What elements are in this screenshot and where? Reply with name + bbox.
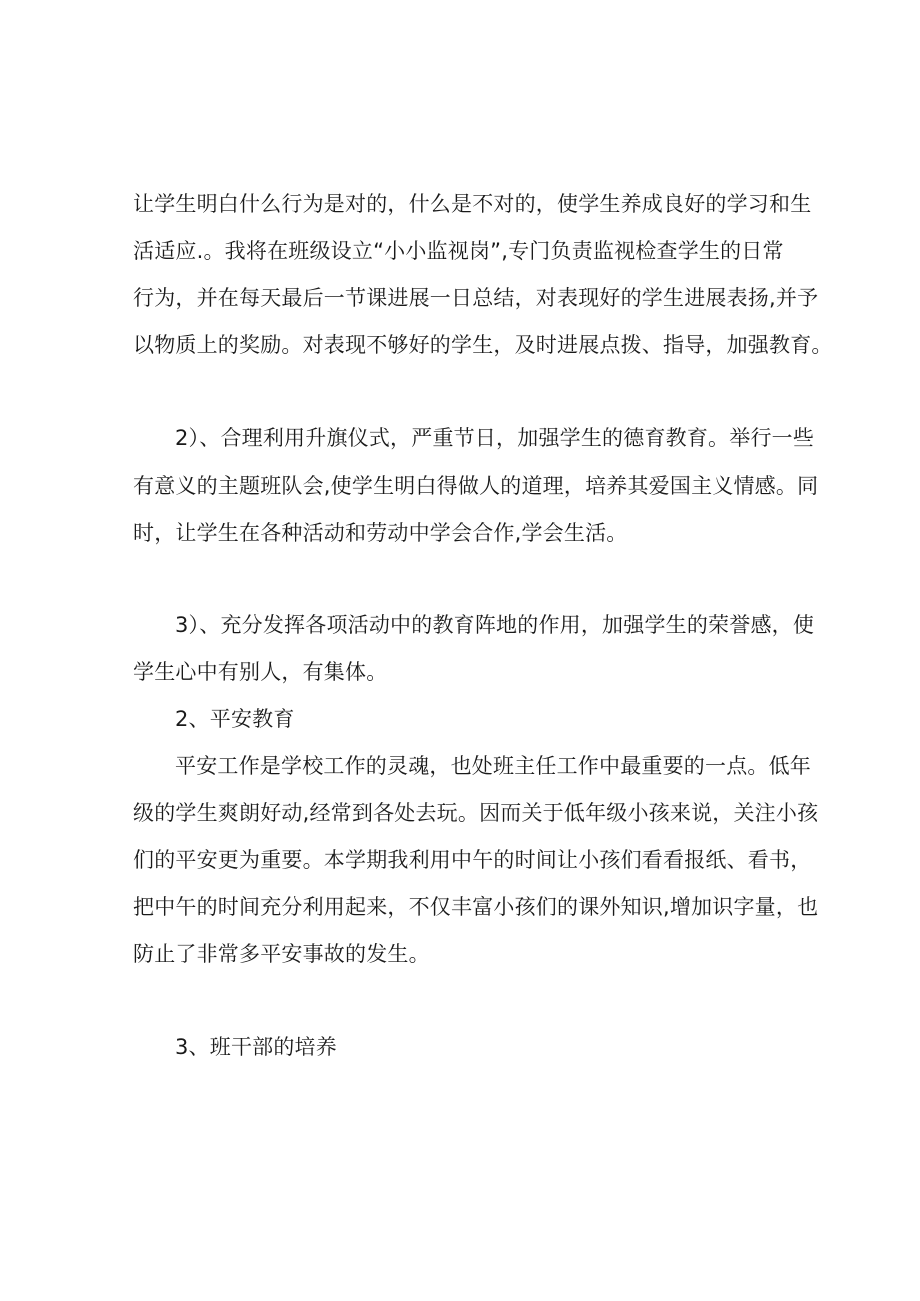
paragraph-4-line-4: 把中午的时间充分利用起来，不仅丰富小孩们的课外知识,增加识字量，也 [133,895,819,919]
paragraph-4-line-3: 们的平安更为重要。本学期我利用中午的时间让小孩们看看报纸、看书， [133,848,812,872]
paragraph-4-line-5: 防止了非常多平安事故的发生。 [133,942,430,966]
paragraph-1-line-3: 行为，并在每天最后一节课进展一日总结，对表现好的学生进展表扬,并予 [133,286,819,310]
paragraph-4-line-1: 平安工作是学校工作的灵魂，也处班主任工作中最重要的一点。低年 [175,754,811,778]
section-heading-safety: 2、平安教育 [175,707,295,731]
paragraph-3-line-1: 3）、充分发挥各项活动中的教育阵地的作用，加强学生的荣誉感，使 [175,613,815,637]
paragraph-4-line-2: 级的学生爽朗好动,经常到各处去玩。因而关于低年级小孩来说，关注小孩 [133,801,819,825]
paragraph-1-line-1: 让学生明白什么行为是对的，什么是不对的，使学生养成良好的学习和生 [133,192,812,216]
paragraph-1-line-2: 活适应.。我将在班级设立“小小监视岗”,专门负责监视检查学生的日常 [133,239,784,263]
paragraph-1-line-4: 以物质上的奖励。对表现不够好的学生，及时进展点拨、指导，加强教育。 [133,333,833,357]
section-heading-class-cadres: 3、班干部的培养 [175,1035,337,1059]
paragraph-2-line-3: 时，让学生在各种活动和劳动中学会合作,学会生活。 [133,521,628,545]
paragraph-3-line-2: 学生心中有别人，有集体。 [133,660,388,684]
paragraph-2-line-2: 有意义的主题班队会,使学生明白得做人的道理，培养其爱国主义情感。同 [133,474,819,498]
paragraph-2-line-1: 2）、合理利用升旗仪式，严重节日，加强学生的德育教育。举行一些 [175,426,815,450]
